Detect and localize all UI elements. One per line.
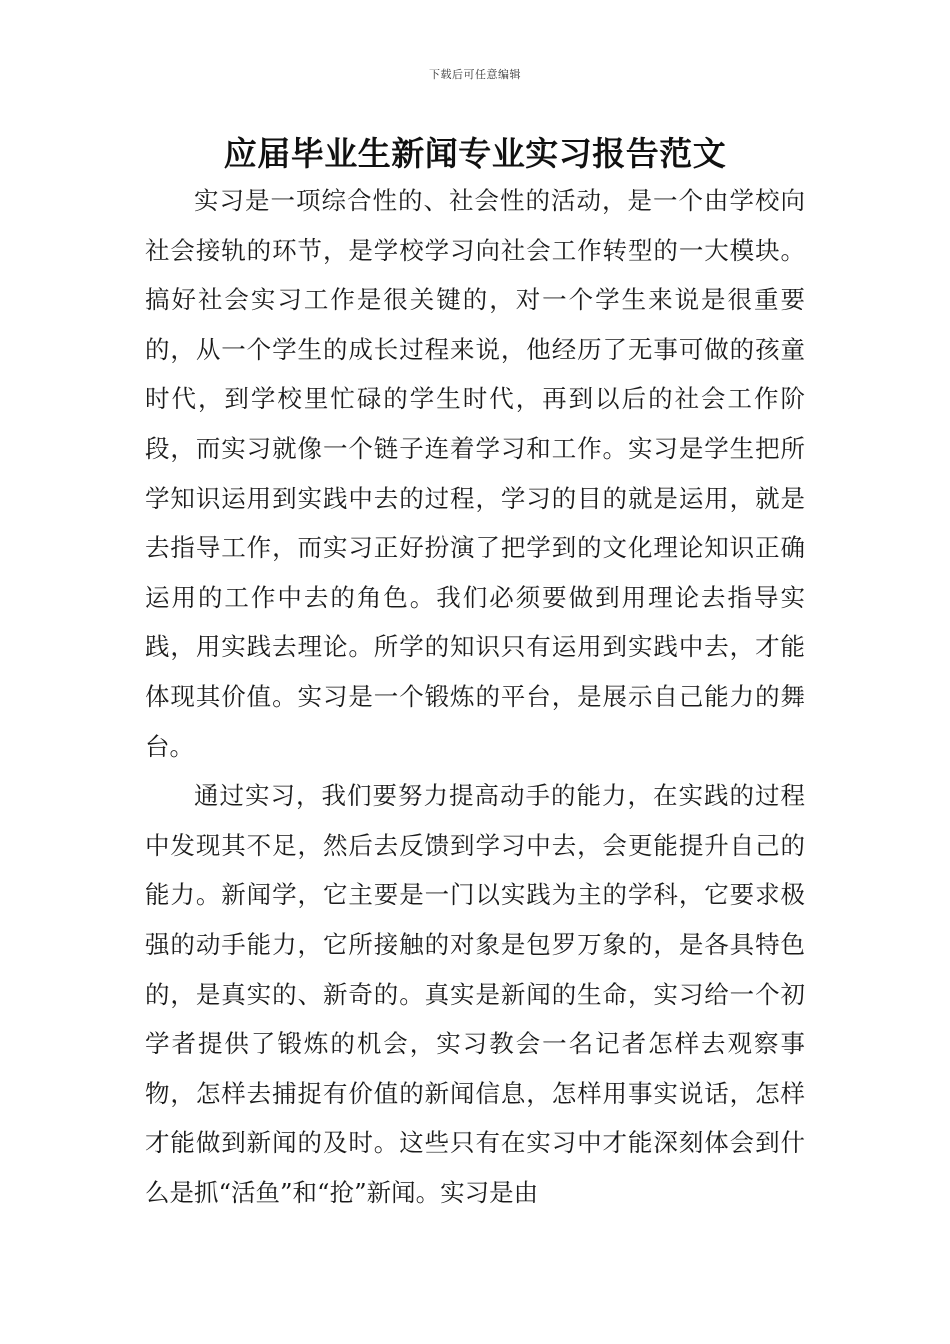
paragraph-1: 实习是一项综合性的、社会性的活动，是一个由学校向社会接轨的环节，是学校学习向社会工作转型的一大模块。搞好社会实习工作是很关键的，对一个学生来说是很重要的，从一个学生的成长过程来说，他经历了无事可做的孩童时代，到学校里忙碌的学生时代，再到以后的社会工作阶段，而实习就像一个链子连着学习和工作。实习是学生把所学知识运用到实践中去的过程，学习的目的就是运用，就是去指导工作，而实习正好扮演了把学到的文化理论知识正确运用的工作中去的角色。我们必须要做到用理论去指导实践，用实践去理论。所学的知识只有运用到实践中去，才能体现其价值。实习是一个锻炼的平台，是展示自己能力的舞台。: [145, 186, 805, 761]
document-body: [145, 176, 805, 1217]
document-title: 应届毕业生新闻专业实习报告范文: [223, 134, 727, 173]
header-note: 下载后可任意编辑: [429, 68, 521, 81]
paragraph-2: 通过实习，我们要努力提高动手的能力，在实践的过程中发现其不足，然后去反馈到学习中去，会更能提升自己的能力。新闻学，它主要是一门以实践为主的学科，它要求极强的动手能力，它所接触的对象是包罗万象的，是各具特色的，是真实的、新奇的。真实是新闻的生命，实习给一个初学者提供了锻炼的机会，实习教会一名记者怎样去观察事物，怎样去捕捉有价值的新闻信息，怎样用事实说话，怎样才能做到新闻的及时。这些只有在实习中才能深刻体会到什么是抓“活鱼”和“抢”新闻。实习是由: [145, 781, 805, 1207]
